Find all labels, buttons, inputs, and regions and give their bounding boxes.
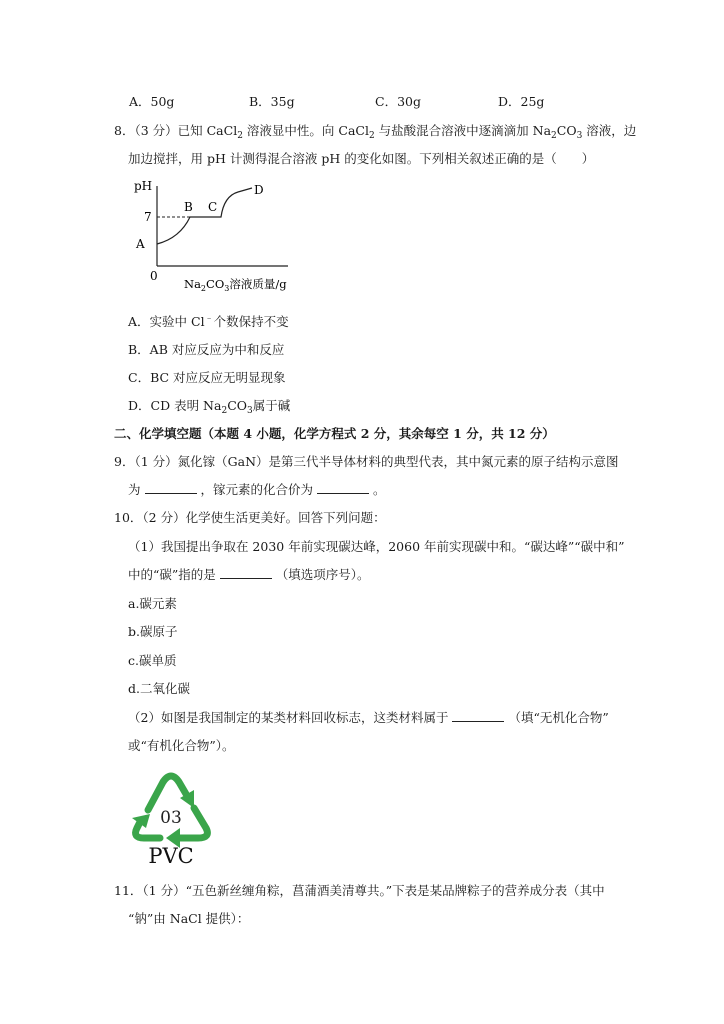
- section-heading: 二、化学填空题（本题 4 小题，化学方程式 2 分，其余每空 1 分，共 12 分）: [114, 426, 555, 441]
- answer-blank-2[interactable]: [317, 481, 369, 494]
- x-axis-label: $Na_2CO_3$溶液质量/g: [184, 277, 287, 293]
- ph-curve: [157, 188, 252, 244]
- q10-option-a: a.碳元素: [128, 596, 177, 611]
- ph-chart: [128, 176, 308, 298]
- answer-blank-4[interactable]: [452, 709, 504, 722]
- y-axis-label: pH: [134, 179, 153, 193]
- question-11-line2: “钠”由 NaCl 提供）：: [128, 911, 250, 926]
- q8-option-c: C．BC 对应反应无明显现象: [128, 370, 286, 385]
- question-10-line1: 10．（2 分）化学使生活更美好。回答下列问题：: [114, 510, 386, 525]
- question-11-line1: 11．（1 分）“五色新丝缠角粽，菖蒲酒美清尊共。”下表是某品牌粽子的营养成分表（其中: [114, 883, 605, 898]
- origin-label: 0: [150, 269, 158, 283]
- answer-blank-3[interactable]: [220, 566, 272, 579]
- question-9-line1: 9．（1 分）氮化镓（GaN）是第三代半导体材料的典型代表，其中氮元素的原子结构示意图: [114, 454, 619, 469]
- pvc-recycle-logo: [128, 768, 214, 868]
- point-d: D: [254, 183, 264, 197]
- option-c: C．30g: [375, 94, 421, 109]
- option-b: B．35g: [249, 94, 295, 109]
- question-10-part2-line2: 或“有机化合物”）。: [128, 738, 235, 753]
- q10-option-c: c.碳单质: [128, 653, 177, 668]
- question-8-line2: 加边搅拌，用 pH 计测得混合溶液 pH 的变化如图。下列相关叙述正确的是（ ）: [128, 151, 595, 166]
- q10-option-d: d.二氧化碳: [128, 681, 190, 696]
- logo-text: PVC: [148, 844, 194, 868]
- question-9-line2: 为 ，镓元素的化合价为 。: [128, 482, 386, 497]
- question-10-part1-line2: 中的“碳”指的是 （填选项序号）。: [128, 567, 370, 582]
- q8-option-a: A．实验中 Cl﹣个数保持不变: [128, 314, 289, 329]
- point-b: B: [184, 200, 193, 214]
- option-a: A．50g: [129, 94, 175, 109]
- q10-option-b: b.碳原子: [128, 624, 178, 639]
- q8-option-b: B．AB 对应反应为中和反应: [128, 342, 285, 357]
- question-8-line1: 8．（3 分）已知 CaCl$_2$ 溶液显中性。向 CaCl$_2$ 与盐酸混合溶液中逐滴滴加 $Na_2CO_3$ 溶液，边: [114, 123, 637, 141]
- point-c: C: [208, 200, 218, 214]
- question-10-part1-line1: （1）我国提出争取在 2030 年前实现碳达峰，2060 年前实现碳中和。“碳达峰”“碳中和”: [128, 539, 625, 554]
- option-d: D．25g: [498, 94, 545, 109]
- tick-7: 7: [144, 210, 152, 224]
- logo-number: 03: [160, 808, 182, 828]
- point-a: A: [136, 237, 145, 251]
- q8-option-d: D．CD 表明 $Na_2CO_3$属于碱: [128, 398, 291, 416]
- answer-blank-1[interactable]: [145, 481, 197, 494]
- question-10-part2-line1: （2）如图是我国制定的某类材料回收标志，这类材料属于 （填“无机化合物”: [128, 710, 609, 725]
